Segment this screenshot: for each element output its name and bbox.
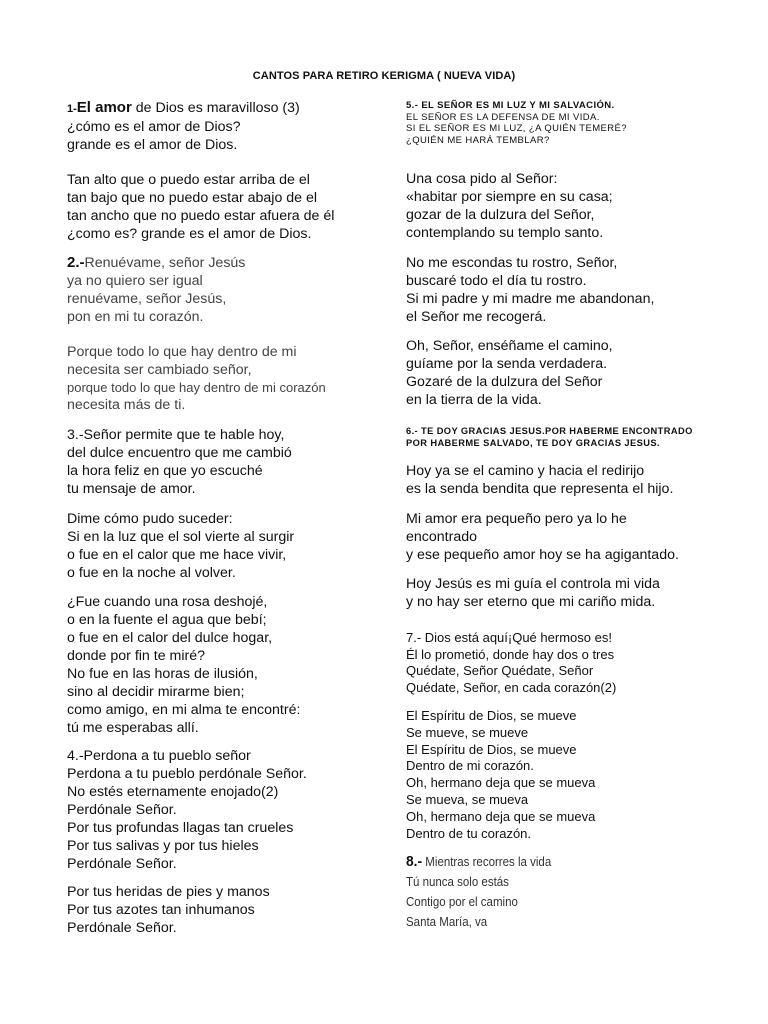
song-line: Se mueva, se mueva — [406, 791, 529, 807]
song-line: o fue en la noche al volver. — [67, 565, 236, 581]
song-2-verse — [67, 343, 326, 414]
song-first-words: El amor — [76, 99, 132, 116]
song-line: renuévame, señor Jesús, — [67, 291, 227, 307]
song-line: Por tus salivas y por tus hieles — [67, 838, 259, 854]
song-line: guíame por la senda verdadera. — [406, 356, 608, 372]
page-title: CANTOS PARA RETIRO KERIGMA ( NUEVA VIDA) — [252, 70, 516, 82]
song-line: Porque todo lo que hay dentro de mi — [67, 344, 297, 360]
song-6-verse-1 — [406, 462, 673, 498]
song-line: encontrado — [406, 529, 477, 545]
song-line: Santa María, va — [406, 915, 488, 929]
song-heading-line: 6.- TE DOY GRACIAS JESUS.POR HABERME ENCONTRADO — [406, 426, 693, 436]
song-line: o fue en el calor que me hace vivir, — [67, 547, 287, 563]
song-4 — [67, 747, 307, 873]
song-line: o en la fuente el agua que bebí; — [67, 612, 267, 628]
song-line: es la senda bendita que representa el hijo. — [406, 481, 674, 497]
song-line: 4.-Perdona a tu pueblo señor — [67, 748, 251, 764]
song-5-verse-3 — [406, 337, 613, 409]
song-line: Dentro de tu corazón. — [406, 825, 532, 841]
song-line: tú me esperabas allí. — [67, 720, 199, 736]
song-line: Dentro de mi corazón. — [406, 758, 534, 774]
song-line: tan ancho que no puedo estar afuera de él — [67, 208, 335, 224]
song-line: y ese pequeño amor hoy se ha agigantado. — [406, 547, 679, 563]
song-line: ¿Fue cuando una rosa deshojé, — [67, 594, 268, 610]
song-line: necesita más de ti. — [67, 397, 186, 413]
song-5-verse-2 — [406, 254, 654, 326]
song-line: 3.-Señor permite que te hable hoy, — [67, 427, 285, 443]
song-line: del dulce encuentro que me cambió — [67, 445, 292, 461]
song-line: Por tus profundas llagas tan crueles — [67, 820, 294, 836]
song-line: Quédate, Señor Quédate, Señor — [406, 663, 594, 678]
song-line: donde por fin te miré? — [67, 648, 206, 664]
song-6-heading — [406, 426, 693, 449]
song-line: Contigo por el camino — [406, 895, 518, 909]
song-line: Se mueve, se mueve — [406, 724, 529, 740]
song-line: Una cosa pido al Señor: — [406, 171, 558, 187]
song-line: Oh, Señor, enséñame el camino, — [406, 338, 613, 354]
song-line: grande es el amor de Dios. — [67, 137, 238, 153]
song-line: sino al decidir mirarme bien; — [67, 684, 245, 700]
song-line: Perdona a tu pueblo perdónale Señor. — [67, 766, 307, 782]
song-line: Tú nunca solo estás — [406, 875, 509, 889]
song-line: tu mensaje de amor. — [67, 481, 196, 497]
song-4-verse — [67, 883, 270, 937]
song-line: ya no quiero ser igual — [67, 273, 203, 289]
song-line: Hoy ya se el camino y hacia el redirijo — [406, 463, 645, 479]
song-heading-line: EL SEÑOR ES LA DEFENSA DE MI VIDA. — [406, 111, 600, 123]
song-line: necesita ser cambiado señor, — [67, 362, 252, 378]
song-line: Si en la luz que el sol vierte al surgir — [67, 529, 295, 545]
song-line: o fue en el calor del dulce hogar, — [67, 630, 273, 646]
song-line: Hoy Jesús es mi guía el controla mi vida — [406, 576, 660, 592]
song-8 — [406, 852, 564, 932]
song-line: ¿cómo es el amor de Dios? — [67, 119, 241, 135]
song-3 — [67, 426, 292, 498]
song-line: Oh, hermano deja que se mueva — [406, 808, 596, 824]
song-7-verse — [406, 708, 595, 842]
song-line: contemplando su templo santo. — [406, 225, 604, 241]
song-heading-line: POR HABERME SALVADO, TE DOY GRACIAS JESUS. — [406, 437, 660, 448]
song-line: tan bajo que no puedo estar abajo de el — [67, 190, 318, 206]
song-line: la hora feliz en que yo escuché — [67, 463, 263, 479]
song-line: Tan alto que o puedo estar arriba de el — [67, 172, 310, 188]
song-line: Perdónale Señor. — [67, 802, 177, 818]
song-5-heading — [406, 100, 627, 146]
song-number: 2.- — [67, 254, 85, 271]
song-line: El Espíritu de Dios, se mueve — [406, 708, 577, 723]
song-line: Él lo prometió, donde hay dos o tres — [406, 646, 615, 662]
song-line: Renuévame, señor Jesús — [84, 255, 246, 271]
song-line: Por tus azotes tan inhumanos — [67, 902, 255, 918]
song-line: «habitar por siempre en su casa; — [406, 189, 613, 205]
song-line: y no hay ser eterno que mi cariño mida. — [406, 594, 656, 610]
song-line: de Dios es maravilloso (3) — [131, 100, 300, 116]
song-line: Mi amor era pequeño pero ya lo he — [406, 511, 627, 527]
song-5-verse-1 — [406, 170, 613, 242]
song-number: 1- — [67, 103, 77, 115]
song-1-verse — [67, 171, 334, 243]
song-line: en la tierra de la vida. — [406, 392, 542, 408]
song-line: Mientras recorres la vida — [422, 855, 552, 869]
song-line: porque todo lo que hay dentro de mi corazón — [67, 380, 326, 395]
song-line: buscaré todo el día tu rostro. — [406, 273, 587, 289]
song-line: Perdónale Señor. — [67, 856, 177, 872]
song-line: No me escondas tu rostro, Señor, — [406, 255, 618, 271]
song-3-verse-2 — [67, 510, 294, 582]
song-line: Si mi padre y mi madre me abandonan, — [406, 291, 655, 307]
song-6-verse-3 — [406, 575, 660, 611]
song-line: Gozaré de la dulzura del Señor — [406, 374, 603, 390]
song-line: Oh, hermano deja que se mueva — [406, 775, 596, 791]
song-line: No estés eternamente enojado(2) — [67, 784, 279, 800]
song-line: como amigo, en mi alma te encontré: — [67, 702, 301, 718]
song-heading-line: ¿QUIÉN ME HARÁ TEMBLAR? — [406, 134, 550, 146]
song-line: Dime cómo pudo suceder: — [67, 511, 233, 527]
song-line: ¿como es? grande es el amor de Dios. — [67, 226, 312, 242]
song-line: Quédate, Señor, en cada corazón(2) — [406, 679, 617, 695]
song-line: Perdónale Señor. — [67, 920, 177, 936]
song-line: Por tus heridas de pies y manos — [67, 884, 270, 900]
song-line: 7.- Dios está aquí¡Qué hermoso es! — [406, 630, 612, 645]
song-line: gozar de la dulzura del Señor, — [406, 207, 595, 223]
song-6-verse-2 — [406, 510, 679, 564]
song-line: pon en mi tu corazón. — [67, 309, 204, 325]
song-3-verse-3 — [67, 593, 300, 737]
song-heading-line: SI EL SEÑOR ES MI LUZ, ¿A QUIÉN TEMERÉ? — [406, 123, 627, 134]
song-line: El Espíritu de Dios, se mueve — [406, 741, 577, 757]
song-line: el Señor me recogerá. — [406, 309, 547, 325]
song-7 — [406, 630, 616, 696]
song-2 — [67, 254, 245, 326]
song-1 — [67, 99, 300, 154]
song-heading-line: 5.- EL SEÑOR ES MI LUZ Y MI SALVACIÓN. — [406, 100, 615, 111]
song-number: 8.- — [406, 853, 423, 870]
song-line: No fue en las horas de ilusión, — [67, 666, 258, 682]
